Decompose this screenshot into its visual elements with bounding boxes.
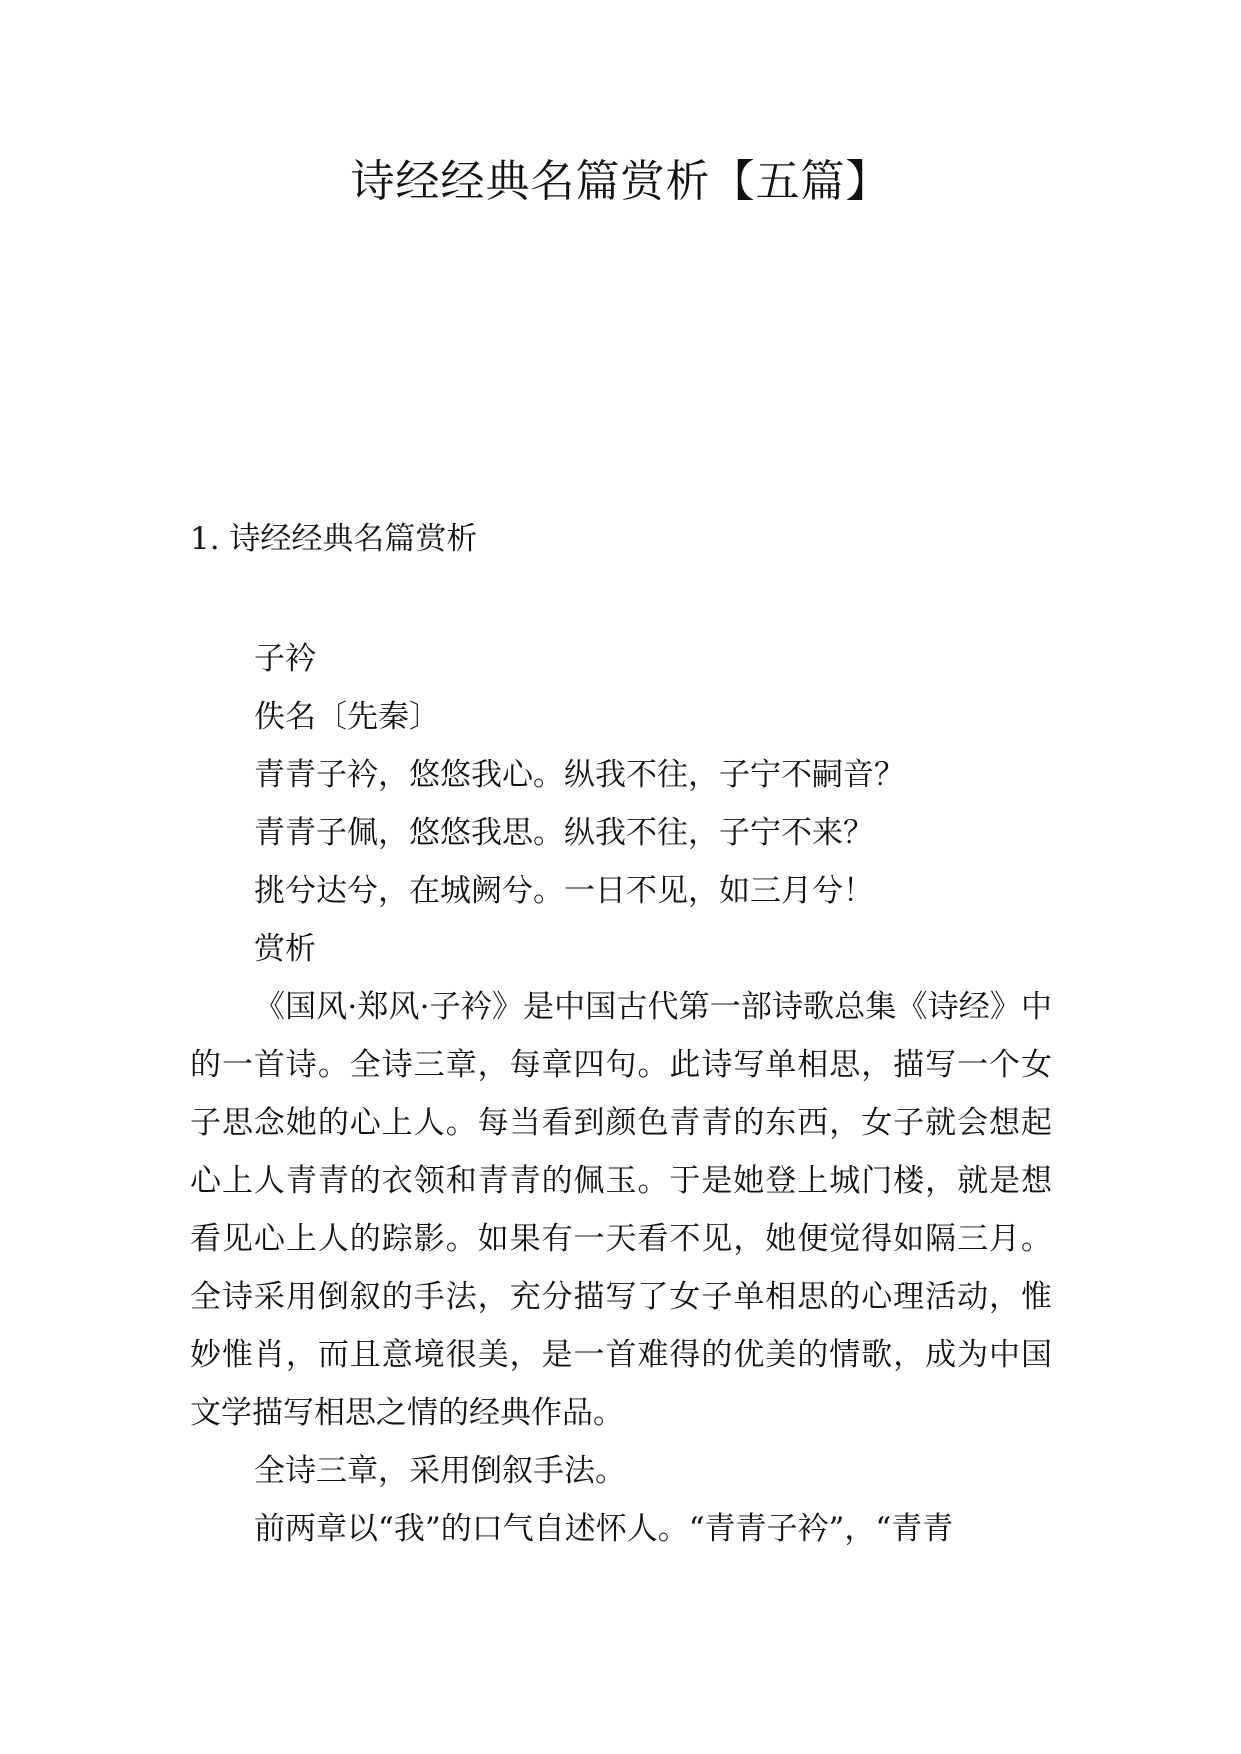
- analysis-label: 赏析: [254, 931, 316, 967]
- analysis-paragraph: 前两章以“我”的口气自述怀人。“青青子衿”，“青青: [254, 1511, 954, 1547]
- analysis-paragraph: 全诗三章，采用倒叙手法。: [254, 1453, 626, 1489]
- poem-title: 子衿: [254, 641, 316, 677]
- analysis-paragraph: 《国风·郑风·子衿》是中国古代第一部诗歌总集《诗经》中的一首诗。全诗三章，每章四句。此诗写单相思，描写一个女子思念她的心上人。每当看到颜色青青的东西，女子就会想起心上人青青的衣领和青青的佩玉。于是她登上城门楼，就是想看见心上人的踪影。如果有一天看不见，她便觉得如隔三月。全诗采用倒叙的手法，充分描写了女子单相思的心理活动，惟妙惟肖，而且意境很美，是一首难得的优美的情歌，成为中国文学描写相思之情的经典作品。: [190, 989, 1052, 1431]
- poem-author: 佚名〔先秦〕: [254, 699, 440, 735]
- document-body: [190, 630, 1052, 1558]
- document-title: 诗经经典名篇赏析【五篇】: [350, 156, 891, 207]
- poem-line: 青青子衿，悠悠我心。纵我不往，子宁不嗣音？: [254, 757, 905, 793]
- poem-line: 青青子佩，悠悠我思。纵我不往，子宁不来？: [254, 815, 874, 851]
- poem-line: 挑兮达兮，在城阙兮。一日不见，如三月兮！: [254, 873, 874, 909]
- section-heading: 1. 诗经经典名篇赏析: [190, 521, 478, 557]
